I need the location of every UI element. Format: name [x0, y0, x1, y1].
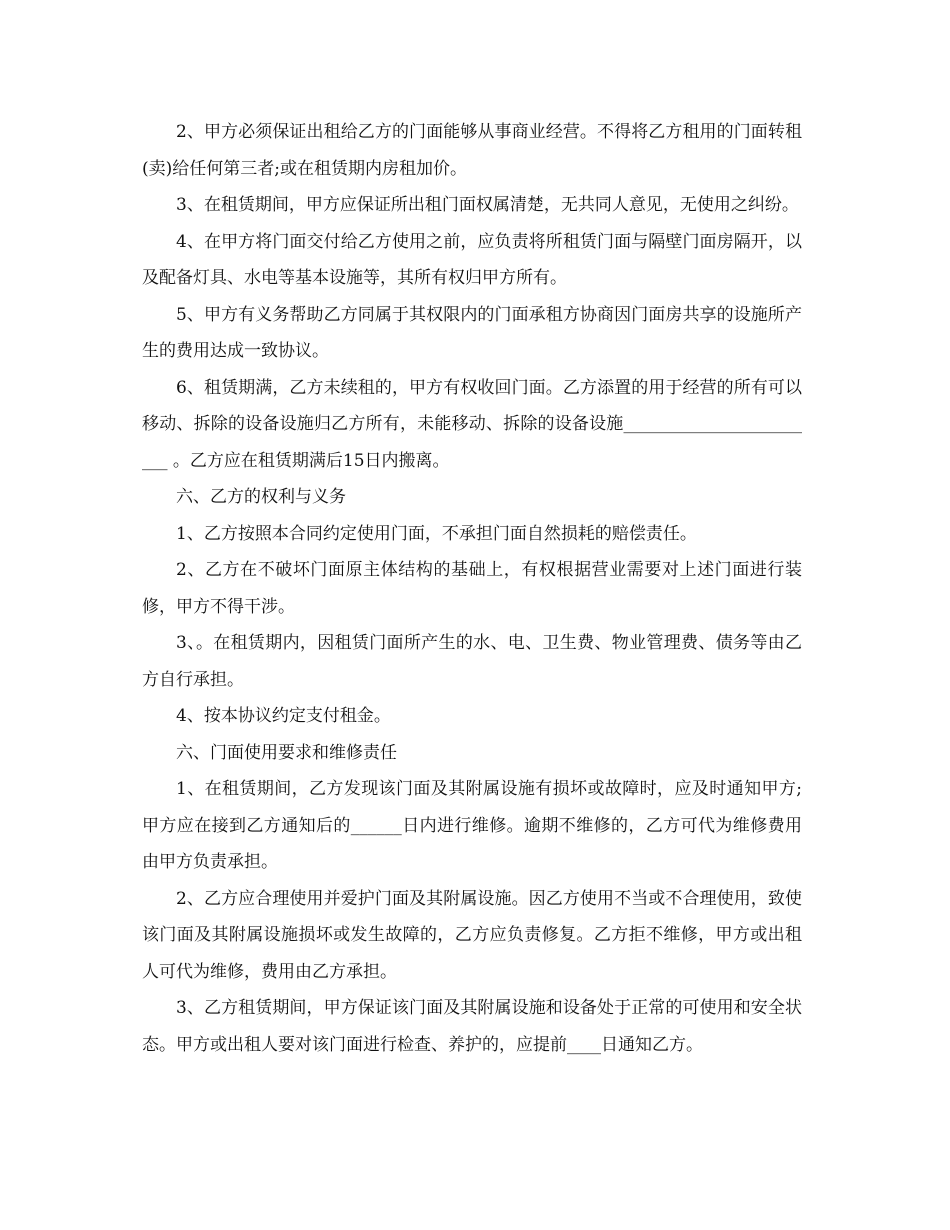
- paragraph-maintenance-1-repair-notice: 1、在租赁期间，乙方发现该门面及其附属设施有损坏或故障时，应及时通知甲方;甲方应在接到乙方通知后的______日内进行维修。逾期不维修的，乙方可代为维修费用由甲方负责承担。: [142, 779, 802, 872]
- paragraph-clause-5-shared-costs: 5、甲方有义务帮助乙方同属于其权限内的门面承租方协商因门面房共享的设施所产生的费用达成一致协议。: [142, 304, 802, 361]
- document-body: [142, 114, 802, 1063]
- paragraph-maintenance-2-proper-use: 2、乙方应合理使用并爱护门面及其附属设施。因乙方使用不当或不合理使用，致使该门面及其附属设施损坏或发生故障的，乙方应负责修复。乙方拒不维修，甲方或出租人可代为维修，费用由乙方承担。: [142, 888, 802, 982]
- paragraph-clause-4-facilities: 4、在甲方将门面交付给乙方使用之前，应负责将所租赁门面与隔壁门面房隔开，以及配备灯具、水电等基本设施等，其所有权归甲方所有。: [142, 231, 802, 288]
- section-heading-tenant-rights: 六、乙方的权利与义务: [176, 487, 346, 507]
- paragraph-tenant-4-rent: 4、按本协议约定支付租金。: [176, 706, 391, 726]
- paragraph-clause-6-lease-expiry: 6、租赁期满，乙方未续租的，甲方有权收回门面。乙方添置的用于经营的所有可以移动、拆除的设备设施归乙方所有，未能移动、拆除的设备设施________________________ 。乙方应在租赁期满后15日内搬离。: [142, 377, 802, 471]
- paragraph-tenant-3-utilities: 3、。在租赁期内，因租赁门面所产生的水、电、卫生费、物业管理费、债务等由乙方自行承担。: [142, 633, 802, 690]
- section-heading-maintenance: 六、门面使用要求和维修责任: [176, 742, 397, 763]
- paragraph-clause-2-landlord-guarantee: 2、甲方必须保证出租给乙方的门面能够从事商业经营。不得将乙方租用的门面转租(卖)给任何第三者;或在租赁期内房租加价。: [142, 122, 802, 179]
- paragraph-clause-3-clear-ownership: 3、在租赁期间，甲方应保证所出租门面权属清楚，无共同人意见，无使用之纠纷。: [176, 195, 799, 215]
- paragraph-maintenance-3-inspection: 3、乙方租赁期间，甲方保证该门面及其附属设施和设备处于正常的可使用和安全状态。甲方或出租人要对该门面进行检查、养护的，应提前____日通知乙方。: [142, 998, 802, 1055]
- paragraph-tenant-1-use: 1、乙方按照本合同约定使用门面，不承担门面自然损耗的赔偿责任。: [176, 523, 697, 544]
- paragraph-tenant-2-renovation: 2、乙方在不破坏门面原主体结构的基础上，有权根据营业需要对上述门面进行装修，甲方不得干涉。: [142, 560, 802, 617]
